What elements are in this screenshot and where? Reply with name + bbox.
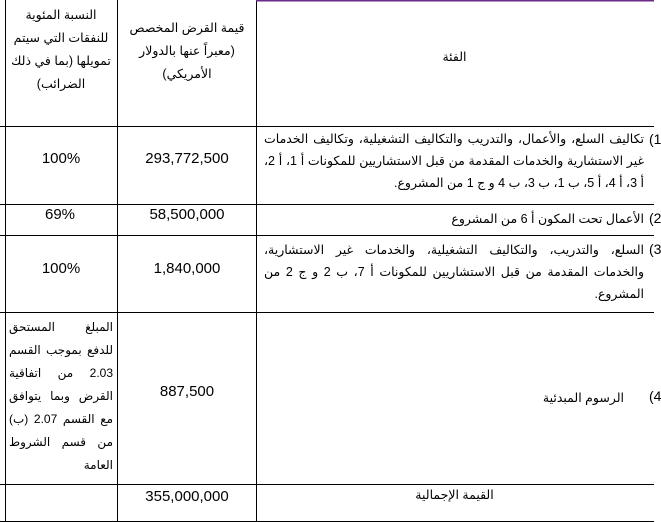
row-3-index: (3 (649, 241, 661, 257)
header-percent: النسبة المئوية للنفقات التي سيتم تمويلها (بما في ذلك الضرائب) (11, 8, 111, 91)
row-3-amount: 1,840,000 (153, 260, 221, 277)
row-2-index: (2 (649, 210, 661, 226)
row-3-percent: 100% (41, 260, 81, 277)
row-1-amount: 293,772,500 (145, 150, 229, 167)
row-4-amount: 887,500 (159, 383, 215, 400)
row-3-category: السلع، والتدريب، والتكاليف التشغيلية، والخدمات غير الاستشارية، والخدمات المقدمة من قبل الاستشاريين للمكونات أ 7، ب 2 و ج 2 من المشروع. (264, 243, 645, 301)
header-amount: قيمة القرض المخصص (معبراً عنها بالدولار الأمريكي) (129, 21, 245, 81)
total-amount: 355,000,000 (145, 488, 229, 505)
row-1-index: (1 (649, 131, 661, 147)
row-4-category: الرسوم المبدئية (542, 391, 624, 405)
row-2-amount: 58,500,000 (149, 206, 225, 223)
row-1-percent: 100% (41, 150, 81, 167)
header-category: الفئة (442, 50, 467, 64)
row-2-percent: 69% (44, 206, 76, 223)
row-1-category: تكاليف السلع، والأعمال، والتدريب والتكاليف التشغيلية، وتكاليف الخدمات غير الاستشارية والخدمات المقدمة من قبل الاستشاريين للمكونات أ 1، أ 2، أ 3، أ 4، أ 5، ب 1، ب 3، ب 4 و ج 1 من المشروع. (264, 132, 644, 190)
total-label: القيمة الإجمالية (415, 488, 494, 502)
row-4-percent: المبلغ المستحق للدفع بموجب القسم 2.03 من اتفاقية القرض وبما يتوافق مع القسم 2.07 (ب) من قسم الشروط العامة (9, 320, 114, 472)
row-2-category: الأعمال تحت المكون أ 6 من المشروع (451, 212, 644, 226)
row-4-index: (4 (649, 388, 661, 404)
